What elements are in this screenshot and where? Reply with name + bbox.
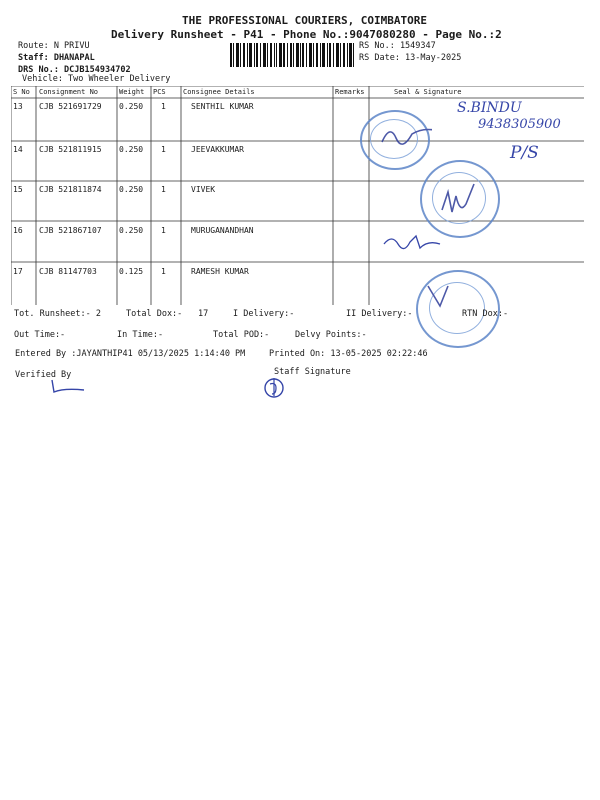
runsheet-subtitle: Delivery Runsheet - P41 - Phone No.:9047080280 - Page No.:2 bbox=[111, 28, 502, 41]
total-runsheet: Tot. Runsheet:- 2 bbox=[14, 309, 101, 319]
staff-label: Staff: DHANAPAL bbox=[18, 53, 95, 63]
signature-mark bbox=[422, 162, 502, 240]
header-sno: S No bbox=[13, 88, 30, 96]
rs-date: RS Date: 13-May-2025 bbox=[359, 53, 462, 63]
row-sno: 15 bbox=[13, 185, 23, 194]
handwritten-ps: P/S bbox=[510, 143, 539, 163]
header-consignee: Consignee Details bbox=[183, 88, 255, 96]
row-pcs: 1 bbox=[161, 267, 166, 276]
header-remarks: Remarks bbox=[335, 88, 365, 96]
route-label: Route: N PRIVU bbox=[18, 41, 90, 51]
row-consignment: CJB 521867107 bbox=[39, 226, 102, 235]
row-consignment: CJB 81147703 bbox=[39, 267, 97, 276]
row-consignee: JEEVAKKUMAR bbox=[191, 145, 244, 154]
row-weight: 0.250 bbox=[119, 145, 144, 154]
header-pcs: PCS bbox=[153, 88, 166, 96]
in-time: In Time:- bbox=[117, 330, 164, 340]
entered-by: Entered By :JAYANTHIP41 05/13/2025 1:14:40 PM bbox=[15, 349, 246, 359]
row-consignee: SENTHIL KUMAR bbox=[191, 102, 254, 111]
handwritten-phone: 9438305900 bbox=[478, 117, 561, 132]
verifier-signature bbox=[48, 378, 88, 396]
row-pcs: 1 bbox=[161, 185, 166, 194]
row-pcs: 1 bbox=[161, 145, 166, 154]
total-dox-value: 17 bbox=[198, 309, 209, 319]
rs-number: RS No.: 1549347 bbox=[359, 41, 436, 51]
row-sno: 17 bbox=[13, 267, 23, 276]
row-consignment: CJB 521811915 bbox=[39, 145, 102, 154]
vehicle-label: Vehicle: Two Wheeler Delivery bbox=[22, 74, 171, 84]
row-sno: 16 bbox=[13, 226, 23, 235]
return-dox: RTN Dox:- bbox=[462, 309, 509, 319]
row-consignee: MURUGANANDHAN bbox=[191, 226, 254, 235]
total-pod: Total POD:- bbox=[213, 330, 270, 340]
row-consignee: VIVEK bbox=[191, 185, 216, 194]
delivery-points: Delvy Points:- bbox=[295, 330, 367, 340]
second-delivery: II Delivery:- bbox=[346, 309, 413, 319]
handwritten-signature bbox=[382, 232, 444, 254]
row-sno: 13 bbox=[13, 102, 23, 111]
row-weight: 0.250 bbox=[119, 102, 144, 111]
handwritten-name: S.BINDU bbox=[457, 100, 522, 116]
out-time: Out Time:- bbox=[14, 330, 66, 340]
row-pcs: 1 bbox=[161, 102, 166, 111]
row-sno: 14 bbox=[13, 145, 23, 154]
company-stamp bbox=[420, 160, 500, 238]
header-weight: Weight bbox=[119, 88, 145, 96]
printed-on: Printed On: 13-05-2025 02:22:46 bbox=[269, 349, 428, 359]
total-dox-label: Total Dox:- bbox=[126, 309, 183, 319]
first-delivery: I Delivery:- bbox=[233, 309, 295, 319]
barcode-image bbox=[230, 43, 354, 67]
header-seal-signature: Seal & Signature bbox=[394, 88, 462, 96]
row-consignment: CJB 521811874 bbox=[39, 185, 102, 194]
row-weight: 0.250 bbox=[119, 226, 144, 235]
verified-by-label: Verified By bbox=[15, 370, 72, 380]
row-consignment: CJB 521691729 bbox=[39, 102, 102, 111]
row-weight: 0.125 bbox=[119, 267, 144, 276]
row-weight: 0.250 bbox=[119, 185, 144, 194]
drs-label: DRS No.: DCJB154934702 bbox=[18, 65, 131, 75]
row-pcs: 1 bbox=[161, 226, 166, 235]
company-title: THE PROFESSIONAL COURIERS, COIMBATORE bbox=[182, 14, 428, 27]
row-consignee: RAMESH KUMAR bbox=[191, 267, 249, 276]
header-consignment: Consignment No bbox=[39, 88, 99, 96]
company-stamp bbox=[360, 110, 430, 170]
staff-signature-label: Staff Signature bbox=[274, 367, 351, 377]
staff-signature-mark bbox=[262, 374, 288, 400]
